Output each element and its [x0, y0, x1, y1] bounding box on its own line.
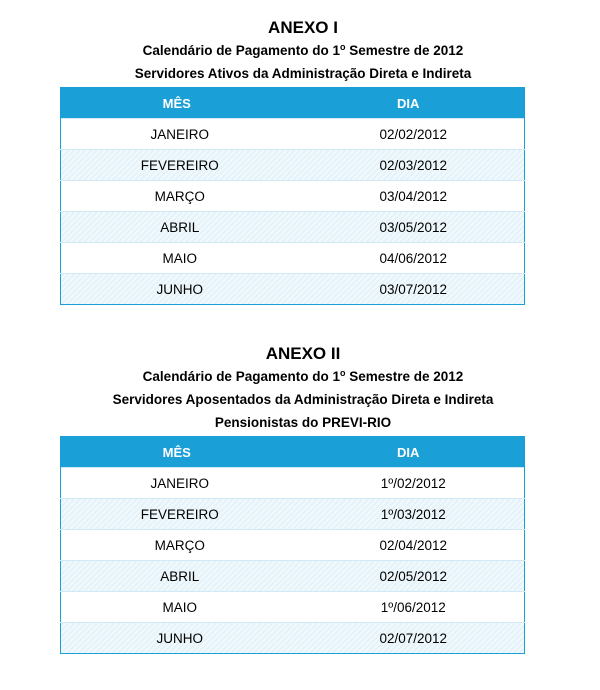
day-cell: 03/04/2012: [293, 181, 525, 212]
day-cell: 1º/02/2012: [293, 468, 525, 499]
table-row: [61, 561, 525, 592]
month-cell: MARÇO: [61, 181, 293, 212]
table-row: [61, 212, 525, 243]
annex-1-table: [60, 87, 525, 305]
month-cell: ABRIL: [61, 212, 293, 243]
day-cell: 02/07/2012: [293, 623, 525, 654]
month-cell: JUNHO: [61, 623, 293, 654]
annex-1-subtitle-prefix: Calendário de Pagamento do 1: [142, 43, 340, 58]
table-header-row: [61, 437, 525, 468]
table-row: [61, 119, 525, 150]
column-header-month: MÊS: [61, 437, 293, 468]
annex-2-subtitle-prefix: Calendário de Pagamento do 1: [142, 369, 340, 384]
day-cell: 03/07/2012: [293, 274, 525, 305]
day-cell: 02/05/2012: [293, 561, 525, 592]
day-cell: 02/02/2012: [293, 119, 525, 150]
column-header-day: DIA: [293, 437, 525, 468]
table-row: [61, 468, 525, 499]
month-cell: ABRIL: [61, 561, 293, 592]
month-cell: MAIO: [61, 243, 293, 274]
column-header-month: MÊS: [61, 88, 293, 119]
annex-2-title: ANEXO II: [265, 344, 341, 363]
month-cell: JUNHO: [61, 274, 293, 305]
day-cell: 04/06/2012: [293, 243, 525, 274]
table-row: [61, 530, 525, 561]
annex-2-subtitle: [6, 365, 600, 388]
table-header-row: [61, 88, 525, 119]
annex-2-subtitle-ordinal: o: [339, 368, 346, 378]
day-cell: 1º/06/2012: [293, 592, 525, 623]
annex-1-subtitle-2: Servidores Ativos da Administração Direta e Indireta: [134, 66, 472, 81]
day-cell: 02/03/2012: [293, 150, 525, 181]
month-cell: FEVEREIRO: [61, 499, 293, 530]
day-cell: 02/04/2012: [293, 530, 525, 561]
annex-1-title: ANEXO I: [268, 18, 338, 37]
annex-2-subtitle-suffix: Semestre de 2012: [345, 369, 464, 384]
annex-2-subtitle-2: Servidores Aposentados da Administração Direta e Indireta: [112, 392, 494, 407]
month-cell: FEVEREIRO: [61, 150, 293, 181]
table-row: [61, 150, 525, 181]
annex-1-section: [0, 17, 600, 305]
annex-2-table: [60, 436, 525, 654]
column-header-day: DIA: [293, 88, 525, 119]
day-cell: 1º/03/2012: [293, 499, 525, 530]
month-cell: MAIO: [61, 592, 293, 623]
annex-1-subtitle-suffix: Semestre de 2012: [345, 43, 464, 58]
annex-1-subtitle: [6, 39, 600, 62]
month-cell: JANEIRO: [61, 468, 293, 499]
month-cell: MARÇO: [61, 530, 293, 561]
annex-2-subtitle-3: Pensionistas do PREVI-RIO: [214, 415, 392, 430]
annex-1-subtitle-ordinal: o: [339, 42, 346, 52]
table-row: [61, 623, 525, 654]
day-cell: 03/05/2012: [293, 212, 525, 243]
month-cell: JANEIRO: [61, 119, 293, 150]
table-row: [61, 181, 525, 212]
table-row: [61, 592, 525, 623]
table-row: [61, 274, 525, 305]
table-row: [61, 243, 525, 274]
annex-2-section: [0, 343, 600, 654]
table-row: [61, 499, 525, 530]
